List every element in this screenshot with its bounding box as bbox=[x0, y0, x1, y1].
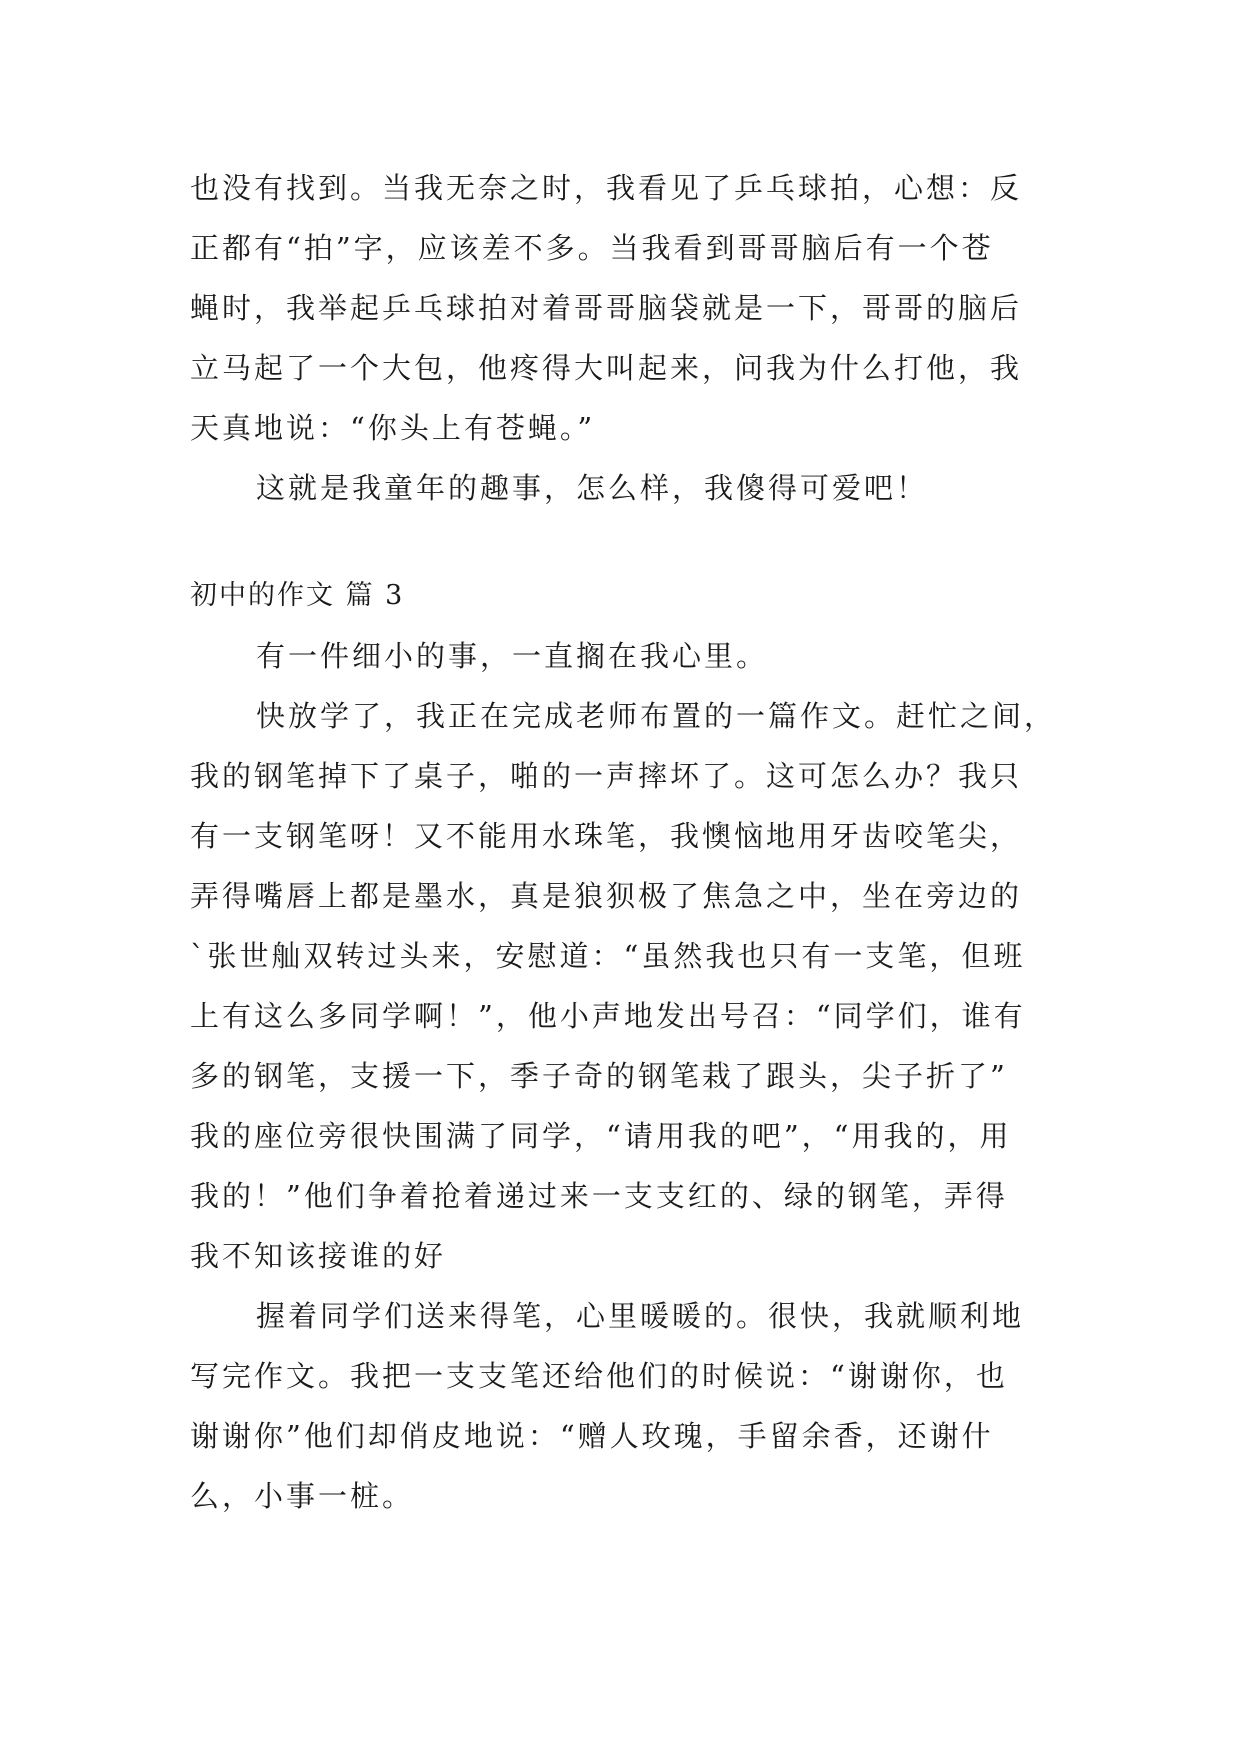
text-line: 我不知该接谁的好 bbox=[190, 1239, 447, 1273]
text-line: 天真地说：“你头上有苍蝇。” bbox=[190, 411, 596, 445]
text-line: 上有这么多同学啊！”，他小声地发出号召：“同学们，谁有 bbox=[190, 999, 1026, 1033]
text-line: 立马起了一个大包，他疼得大叫起来，问我为什么打他，我 bbox=[190, 351, 1023, 385]
text-line: 也没有找到。当我无奈之时，我看见了乒乓球拍，心想：反 bbox=[190, 171, 1023, 205]
paragraph-1: 有一件细小的事，一直搁在我心里。 bbox=[256, 639, 769, 673]
text-line: 多的钢笔，支援一下，季子奇的钢笔栽了跟头，尖子折了” bbox=[190, 1059, 1008, 1093]
essay-3 bbox=[190, 566, 1070, 1526]
text-line: 蝇时，我举起乒乓球拍对着哥哥脑袋就是一下，哥哥的脑后 bbox=[190, 291, 1023, 325]
text-line: 握着同学们送来得笔，心里暖暖的。很快，我就顺利地 bbox=[256, 1299, 1025, 1333]
text-line: 有一支钢笔呀！又不能用水珠笔，我懊恼地用牙齿咬笔尖， bbox=[190, 819, 1023, 853]
text-line: 弄得嘴唇上都是墨水，真是狼狈极了焦急之中，坐在旁边的 bbox=[190, 879, 1023, 913]
text-line: 快放学了，我正在完成老师布置的一篇作文。赶忙之间， bbox=[256, 699, 1057, 733]
text-line: 我的座位旁很快围满了同学，“请用我的吧”，“用我的，用 bbox=[190, 1119, 1012, 1153]
text-line: `张世舢双转过头来，安慰道：“虽然我也只有一支笔，但班 bbox=[190, 939, 1026, 973]
closing-paragraph: 这就是我童年的趣事，怎么样，我傻得可爱吧！ bbox=[256, 471, 929, 505]
paragraph-3 bbox=[190, 1286, 1070, 1526]
text-line: 我的钢笔掉下了桌子，啪的一声摔坏了。这可怎么办？我只 bbox=[190, 759, 1023, 793]
text-line: 谢谢你”他们却俏皮地说：“赠人玫瑰，手留余香，还谢什 bbox=[190, 1419, 994, 1453]
previous-essay-continuation bbox=[190, 158, 1070, 518]
essay-heading: 初中的作文 篇 3 bbox=[190, 580, 405, 611]
text-line: 写完作文。我把一支支笔还给他们的时候说：“谢谢你，也 bbox=[190, 1359, 1008, 1393]
text-line: 我的！”他们争着抢着递过来一支支红的、绿的钢笔，弄得 bbox=[190, 1179, 1008, 1213]
paragraph-2 bbox=[190, 686, 1070, 1286]
text-line: 正都有“拍”字，应该差不多。当我看到哥哥脑后有一个苍 bbox=[190, 231, 994, 265]
text-line: 么，小事一桩。 bbox=[190, 1479, 415, 1513]
